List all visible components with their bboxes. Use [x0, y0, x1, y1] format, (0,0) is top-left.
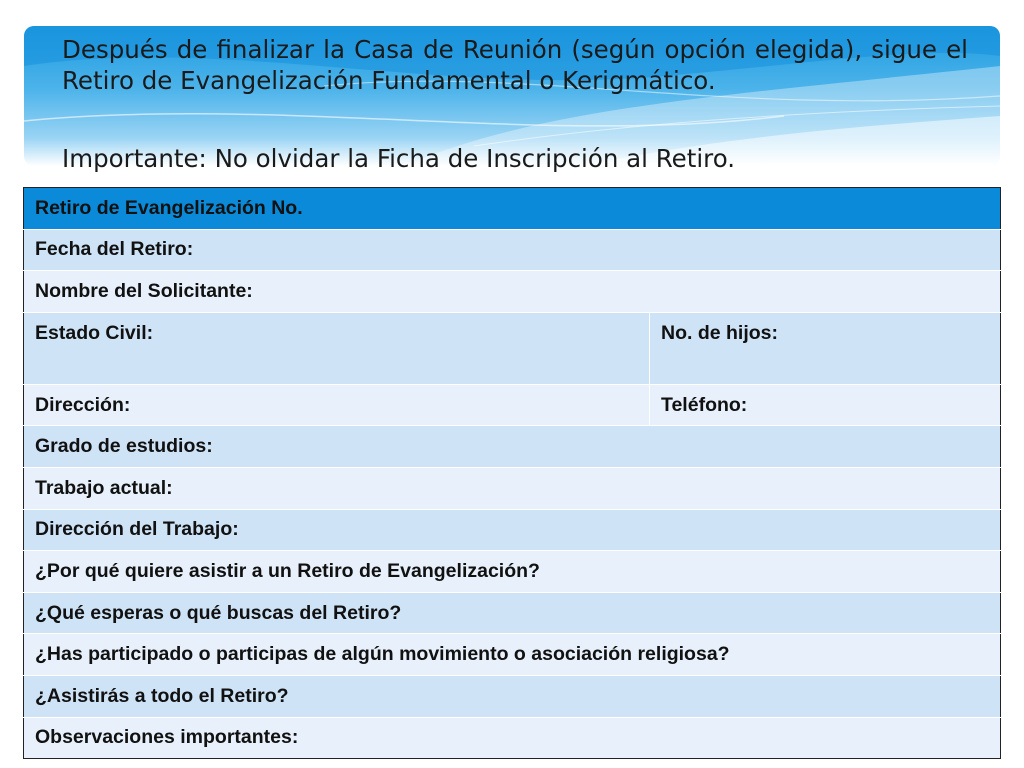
- form-field-label: Nombre del Solicitante:: [24, 271, 1001, 313]
- form-field-label: ¿Qué esperas o qué buscas del Retiro?: [24, 592, 1001, 634]
- form-row: [24, 229, 1001, 271]
- registration-form-table: [23, 187, 1001, 759]
- form-field-label: Grado de estudios:: [24, 426, 1001, 468]
- form-row: [24, 271, 1001, 313]
- form-field-label: Trabajo actual:: [24, 467, 1001, 509]
- form-field-label: Teléfono:: [650, 384, 1001, 426]
- form-row: [24, 467, 1001, 509]
- form-row: [24, 312, 1001, 384]
- form-header-label: Retiro de Evangelización No.: [24, 188, 1001, 230]
- form-row: [24, 426, 1001, 468]
- important-note: Importante: No olvidar la Ficha de Inscripción al Retiro.: [62, 144, 736, 173]
- form-row: [24, 551, 1001, 593]
- form-row: [24, 675, 1001, 717]
- form-field-label: No. de hijos:: [650, 312, 1001, 384]
- form-row: [24, 592, 1001, 634]
- form-row: [24, 634, 1001, 676]
- form-field-label: Dirección:: [24, 384, 650, 426]
- form-field-label: Estado Civil:: [24, 312, 650, 384]
- form-row: [24, 509, 1001, 551]
- form-field-label: ¿Por qué quiere asistir a un Retiro de Evangelización?: [24, 551, 1001, 593]
- form-field-label: Fecha del Retiro:: [24, 229, 1001, 271]
- form-row: [24, 384, 1001, 426]
- form-field-label: Dirección del Trabajo:: [24, 509, 1001, 551]
- form-row: [24, 188, 1001, 230]
- form-row: [24, 717, 1001, 759]
- form-field-label: ¿Asistirás a todo el Retiro?: [24, 675, 1001, 717]
- form-field-label: Observaciones importantes:: [24, 717, 1001, 759]
- intro-paragraph: Después de finalizar la Casa de Reunión (según opción elegida), sigue el Retiro de Evangelización Fundamental o Kerigmático.: [62, 35, 968, 95]
- form-field-label: ¿Has participado o participas de algún movimiento o asociación religiosa?: [24, 634, 1001, 676]
